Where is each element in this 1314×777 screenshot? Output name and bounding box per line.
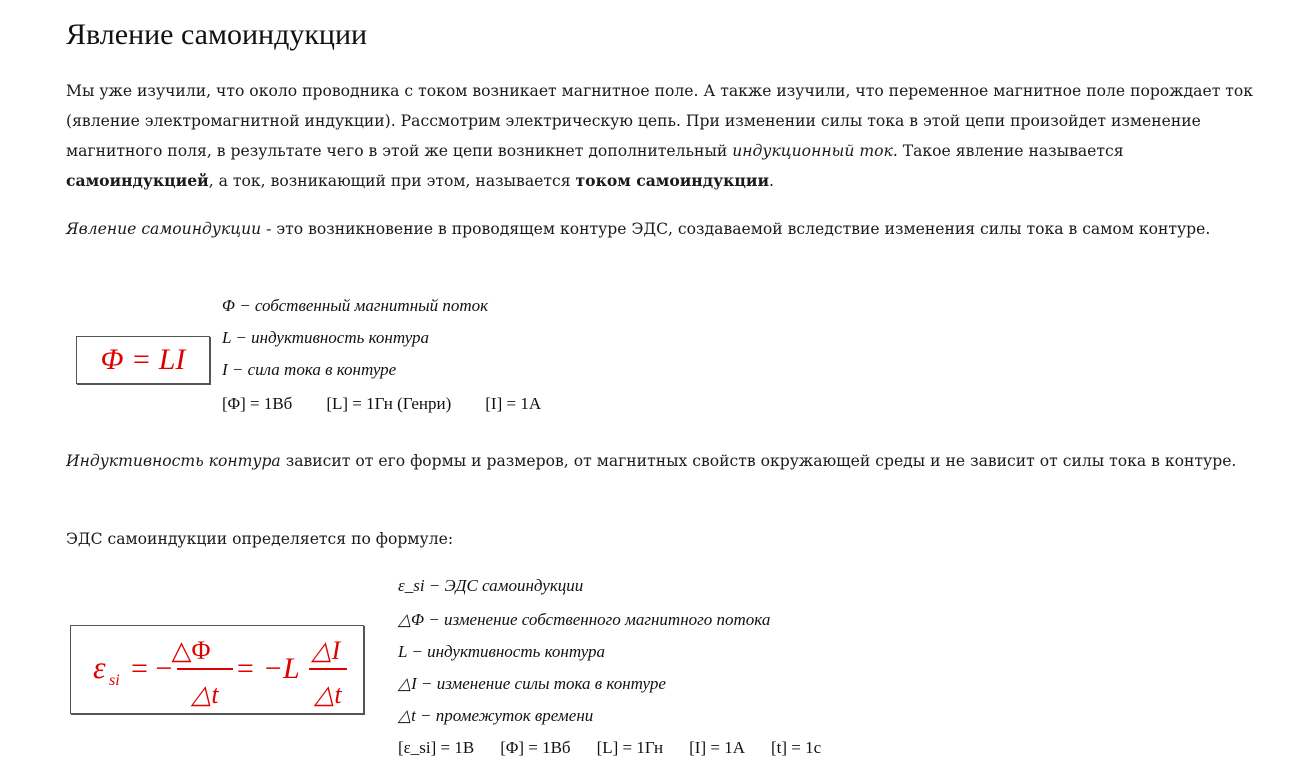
equals-minus-1: = − bbox=[131, 652, 173, 685]
legend-current: I − сила тока в контуре bbox=[222, 360, 397, 379]
emf-intro: ЭДС самоиндукции определяется по формуле: bbox=[66, 530, 454, 548]
unit-flux-2: [Φ] = 1Вб bbox=[500, 738, 571, 757]
equals-minus-L: = −L bbox=[235, 652, 300, 685]
unit-inductance-2: [L] = 1Гн bbox=[596, 738, 664, 757]
page-title: Явление самоиндукции bbox=[66, 18, 368, 51]
intro-paragraph bbox=[66, 76, 1266, 196]
numerator-flux: △Φ bbox=[171, 636, 211, 665]
text-fragment: . bbox=[769, 172, 774, 190]
legend-flux: Φ − собственный магнитный поток bbox=[222, 296, 489, 315]
unit-inductance: [L] = 1Гн (Генри) bbox=[326, 394, 452, 413]
definition-term: Явление самоиндукции bbox=[66, 220, 262, 238]
unit-time: [t] = 1с bbox=[771, 738, 822, 757]
legend-emf: ε_si − ЭДС самоиндукции bbox=[398, 576, 584, 595]
inductance-paragraph bbox=[66, 446, 1266, 476]
legend-inductance: L − индуктивность контура bbox=[222, 328, 430, 347]
definition-text: - это возникновение в проводящем контуре ЭДС, создаваемой вследствие изменения силы тока в самом контуре. bbox=[261, 220, 1211, 238]
legend-flux-change: △Φ − изменение собственного магнитного потока bbox=[398, 610, 771, 629]
units-row-1 bbox=[222, 394, 541, 414]
denominator-time-2: △t bbox=[314, 680, 342, 709]
inductance-term: Индуктивность контура bbox=[66, 452, 281, 470]
unit-current: [I] = 1А bbox=[485, 394, 542, 413]
units-row-2 bbox=[398, 738, 821, 758]
unit-emf: [ε_si] = 1В bbox=[398, 738, 475, 757]
flux-formula: Φ = LI bbox=[100, 343, 186, 376]
term-induction-current: индукционный ток bbox=[732, 142, 893, 160]
unit-flux: [Φ] = 1Вб bbox=[222, 394, 293, 413]
text-fragment: , а ток, возникающий при этом, называется bbox=[208, 172, 576, 190]
inductance-text: зависит от его формы и размеров, от магнитных свойств окружающей среды и не зависит от силы тока в контуре. bbox=[280, 452, 1237, 470]
unit-current-2: [I] = 1А bbox=[689, 738, 745, 757]
emf-formula bbox=[71, 626, 363, 713]
definition-paragraph bbox=[66, 214, 1266, 244]
emf-formula-box bbox=[70, 625, 364, 714]
term-self-induction-current: током самоиндукции bbox=[575, 171, 770, 190]
legend-time-interval: △t − промежуток времени bbox=[398, 706, 594, 725]
numerator-current: △I bbox=[311, 636, 341, 665]
flux-formula-box bbox=[76, 336, 210, 384]
denominator-time-1: △t bbox=[191, 680, 219, 709]
text-fragment: . Такое явление называется bbox=[892, 142, 1124, 160]
legend-current-change: △I − изменение силы тока в контуре bbox=[398, 674, 666, 693]
term-self-induction: самоиндукцией bbox=[66, 171, 209, 190]
legend-inductance-2: L − индуктивность контура bbox=[398, 642, 606, 661]
emf-subscript: si bbox=[109, 672, 120, 689]
text-fragment: Мы уже изучили, что около проводника с током возникает магнитное поле. А также изучили, что переменное магнитное поле порождает ток (явление электромагнитной индукции). Рассмотрим электрическую цепь. При изменении силы тока в этой цепи произойдет изменение магнитного поля, в результате чего в этой же цепи возникнет дополнительный bbox=[66, 82, 1254, 160]
emf-symbol: ε bbox=[93, 649, 106, 685]
